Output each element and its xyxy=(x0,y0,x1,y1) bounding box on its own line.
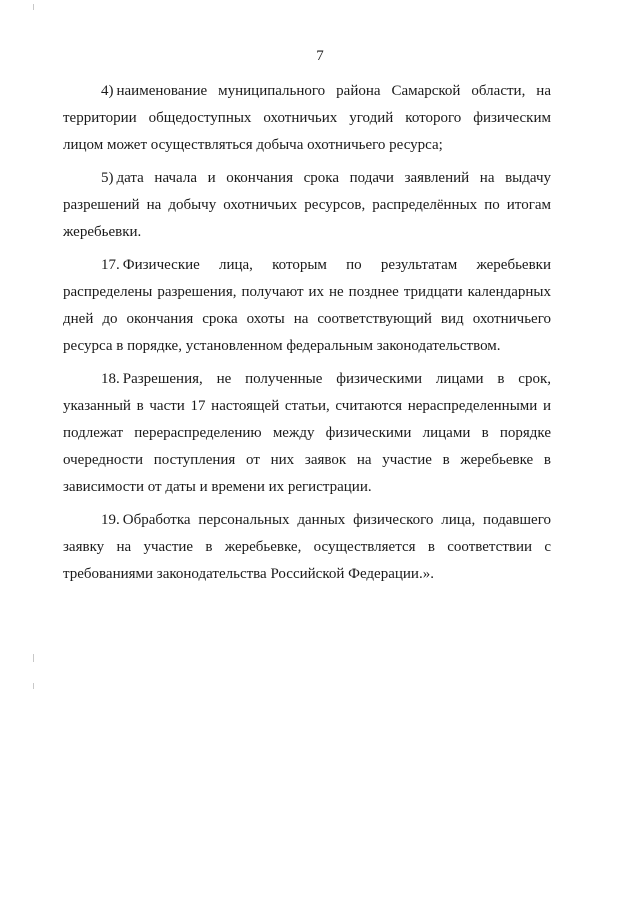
item-number: 4) xyxy=(101,83,114,99)
scan-mark xyxy=(33,654,34,662)
part-number: 19. xyxy=(101,512,120,528)
paragraph-part-17 xyxy=(63,252,551,360)
document-body xyxy=(63,78,551,594)
paragraph-part-19 xyxy=(63,507,551,588)
paragraph-text: наименование муниципального района Самарской области, на территории общедоступных охотничьих угодий которого физическим лицом может осуществляться добыча охотничьего ресурса; xyxy=(63,83,551,153)
paragraph-part-18 xyxy=(63,366,551,501)
paragraph-text: Обработка персональных данных физического лица, подавшего заявку на участие в жеребьевке, осуществляется в соответствии с требованиями законодательства Российской Федерации.». xyxy=(63,512,551,582)
part-number: 18. xyxy=(101,371,120,387)
paragraph-item-5 xyxy=(63,165,551,246)
paragraph-text: Разрешения, не полученные физическими лицами в срок, указанный в части 17 настоящей статьи, считаются нераспределенными и подлежат перераспределению между физическими лицами в порядке очередности поступления от них заявок на участие в жеребьевке в зависимости от даты и времени их регистрации. xyxy=(63,371,551,495)
item-number: 5) xyxy=(101,170,114,186)
part-number: 17. xyxy=(101,257,120,273)
page-number: 7 xyxy=(316,48,324,64)
paragraph-item-4 xyxy=(63,78,551,159)
paragraph-text: дата начала и окончания срока подачи заявлений на выдачу разрешений на добычу охотничьих ресурсов, распределённых по итогам жеребьевки. xyxy=(63,170,551,240)
scan-mark xyxy=(33,4,34,10)
scan-mark xyxy=(33,683,34,689)
paragraph-text: Физические лица, которым по результатам жеребьевки распределены разрешения, получают их не позднее тридцати календарных дней до окончания срока охоты на соответствующий вид охотничьего ресурса в порядке, установленном федеральным законодательством. xyxy=(63,257,551,354)
